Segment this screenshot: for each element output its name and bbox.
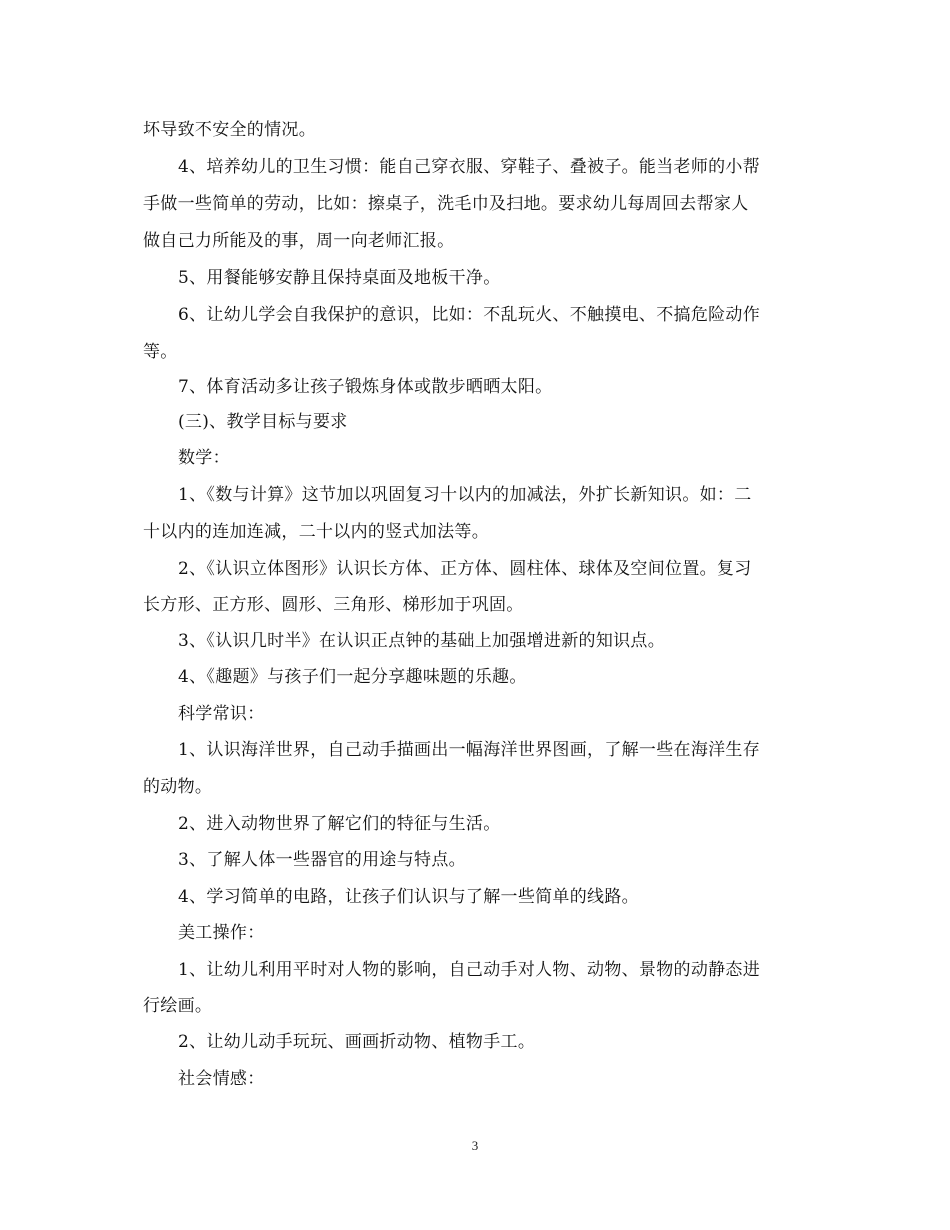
text-line: 等。 — [143, 342, 178, 362]
text-line: 1、认识海洋世界，自己动手描画出一幅海洋世界图画，了解一些在海洋生存 — [178, 740, 761, 760]
text-line: 坏导致不安全的情况。 — [143, 120, 316, 140]
text-line: 4、《趣题》与孩子们一起分享趣味题的乐趣。 — [178, 667, 527, 687]
subsection-heading: 美工操作： — [178, 923, 265, 943]
text-line: 3、《认识几时半》在认识正点钟的基础上加强增进新的知识点。 — [178, 631, 666, 651]
text-line: 2、《认识立体图形》认识长方体、正方体、圆柱体、球体及空间位置。复习 — [178, 559, 752, 579]
subsection-heading: 科学常识： — [178, 704, 265, 724]
text-line: 长方形、正方形、圆形、三角形、梯形加于巩固。 — [143, 595, 524, 615]
subsection-heading: 数学： — [178, 448, 230, 468]
text-line: 2、让幼儿动手玩玩、画画折动物、植物手工。 — [178, 1032, 536, 1052]
text-line: 6、让幼儿学会自我保护的意识，比如：不乱玩火、不触摸电、不搞危险动作 — [178, 305, 761, 325]
section-heading: (三)、教学目标与要求 — [178, 412, 348, 432]
text-line: 1、让幼儿利用平时对人物的影响，自己动手对人物、动物、景物的动静态进 — [178, 960, 761, 980]
text-line: 4、学习简单的电路，让孩子们认识与了解一些简单的线路。 — [178, 887, 639, 907]
text-line: 行绘画。 — [143, 996, 213, 1016]
text-line: 的动物。 — [143, 777, 213, 797]
page-number: 3 — [471, 1138, 479, 1153]
text-line: 5、用餐能够安静且保持桌面及地板干净。 — [178, 268, 501, 288]
text-line: 4、培养幼儿的卫生习惯：能自己穿衣服、穿鞋子、叠被子。能当老师的小帮 — [178, 157, 761, 177]
text-line: 3、了解人体一些器官的用途与特点。 — [178, 850, 466, 870]
text-line: 手做一些简单的劳动，比如：擦桌子，洗毛巾及扫地。要求幼儿每周回去帮家人 — [143, 194, 749, 214]
text-line: 十以内的连加连减，二十以内的竖式加法等。 — [143, 522, 489, 542]
subsection-heading: 社会情感： — [178, 1069, 265, 1089]
text-line: 7、体育活动多让孩子锻炼身体或散步晒晒太阳。 — [178, 377, 553, 397]
text-line: 做自己力所能及的事，周一向老师汇报。 — [143, 231, 455, 251]
text-line: 2、进入动物世界了解它们的特征与生活。 — [178, 814, 501, 834]
text-line: 1、《数与计算》这节加以巩固复习十以内的加减法，外扩长新知识。如：二 — [178, 485, 752, 505]
